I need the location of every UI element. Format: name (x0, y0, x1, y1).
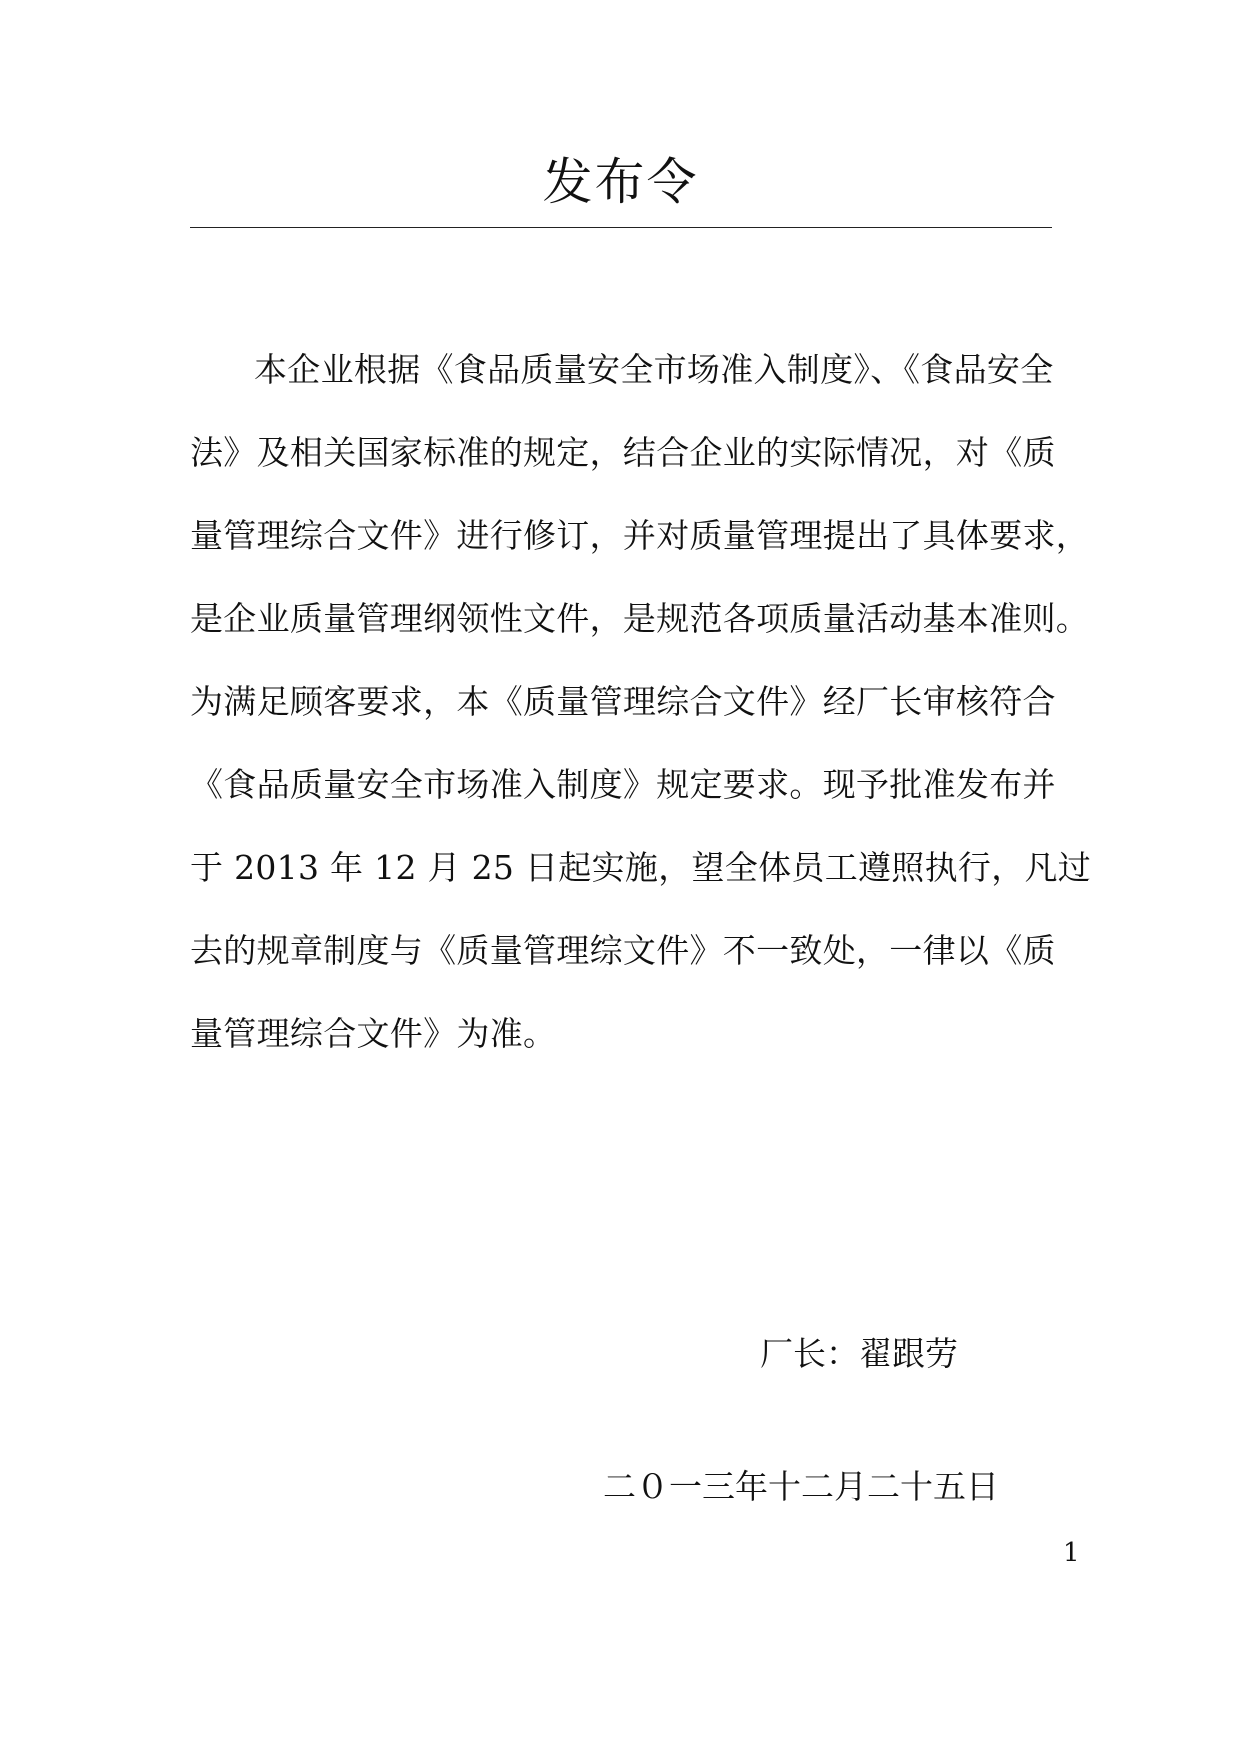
body-line: 本企业根据《食品质量安全市场准入制度》、《食品安全 (254, 350, 1054, 389)
title-divider (190, 227, 1052, 228)
body-line: 是企业质量管理纲领性文件，是规范各项质量活动基本准则。 (190, 599, 1090, 638)
body-paragraph (190, 340, 1092, 1087)
issue-date: 二０一三年十二月二十五日 (603, 1467, 999, 1506)
body-line: 量管理综合文件》为准。 (190, 1014, 557, 1053)
body-line: 《食品质量安全市场准入制度》规定要求。现予批准发布并 (190, 765, 1056, 804)
body-line: 量管理综合文件》进行修订，并对质量管理提出了具体要求， (190, 516, 1090, 555)
signer-line: 厂长：翟跟劳 (760, 1334, 958, 1373)
body-line: 去的规章制度与《质量管理综文件》不一致处，一律以《质 (190, 931, 1056, 970)
body-line: 为满足顾客要求，本《质量管理综合文件》经厂长审核符合 (190, 682, 1056, 721)
document-title: 发布令 (542, 153, 699, 211)
body-line: 于 2013 年 12 月 25 日起实施，望全体员工遵照执行，凡过 (190, 848, 1092, 887)
body-line: 法》及相关国家标准的规定，结合企业的实际情况，对《质 (190, 433, 1056, 472)
page-number: 1 (1063, 1538, 1080, 1568)
